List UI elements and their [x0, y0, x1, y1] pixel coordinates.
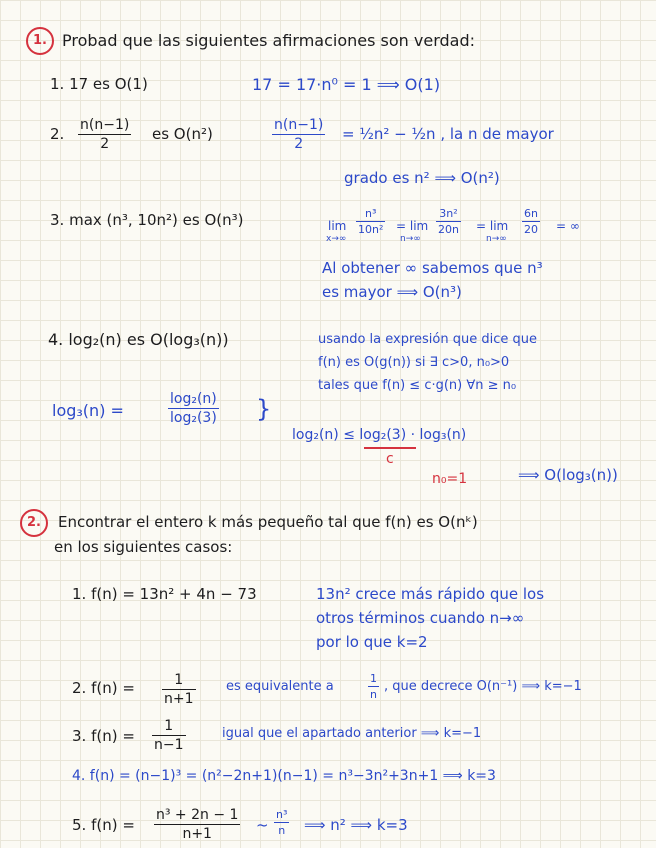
p1-item3-line1: Al obtener ∞ sabemos que n³: [322, 259, 543, 277]
fraction-numerator: n(n−1): [80, 117, 130, 133]
p1-item1-proof: 17 = 17·n⁰ = 1 ⟹ O(1): [252, 75, 441, 94]
p1-item3-line2: es mayor ⟹ O(n³): [322, 283, 462, 301]
p2-item2-fraction: [162, 673, 196, 706]
fraction-denominator: 2: [100, 136, 110, 152]
p1-item3-lim2: = lim: [396, 219, 429, 233]
fraction-numerator: n³ + 2n − 1: [156, 807, 239, 823]
p2-item2-text: es equivalente a: [226, 679, 334, 694]
p1-item4-fraction: [168, 392, 219, 425]
problem-2-title-line2: en los siguientes casos:: [54, 538, 233, 556]
p1-item2-fraction: [78, 118, 131, 151]
p2-item1-line2: otros términos cuando n→∞: [316, 609, 525, 627]
p2-item5-label: 5. f(n) =: [72, 816, 135, 834]
right-brace-icon: }: [256, 395, 272, 423]
p2-item1-label: 1. f(n) = 13n² + 4n − 73: [72, 585, 257, 603]
p2-item2-text-2: , que decrece O(n⁻¹) ⟹ k=−1: [384, 679, 582, 694]
problem-1-title: Probad que las siguientes afirmaciones son verdad:: [62, 31, 476, 50]
p1-item4-c-label: c: [386, 451, 394, 467]
p2-item1-line3: por lo que k=2: [316, 633, 428, 651]
fraction-denominator: 2: [294, 136, 304, 152]
p1-item3-fraction-3: [522, 208, 540, 235]
fraction-denominator: n: [370, 688, 377, 701]
fraction-numerator: 1: [152, 719, 186, 736]
p1-item4-explanation-1: usando la expresión que dice que: [318, 332, 538, 347]
fraction-denominator: 20n: [438, 223, 459, 236]
p2-item3-text: igual que el apartado anterior ⟹ k=−1: [222, 726, 482, 741]
p1-item3-result: = ∞: [556, 219, 580, 233]
fraction-numerator: log₂(n): [168, 392, 219, 409]
p1-item3-fraction-1: [356, 208, 385, 235]
p1-item4-n0-label: n₀=1: [432, 471, 468, 487]
p1-item4-label: 4. log₂(n) es O(log₃(n)): [48, 330, 229, 349]
p1-item2-proof-line2: grado es n² ⟹ O(n²): [344, 169, 500, 187]
p1-item3-lim2-sub: n→∞: [400, 234, 421, 244]
p2-item5-approx: ~: [256, 816, 269, 834]
fraction-numerator: n(n−1): [274, 117, 324, 133]
p2-item5-mini-fraction: [274, 809, 289, 836]
fraction-numerator: n³: [276, 808, 288, 821]
p2-item2-mini-fraction: [368, 673, 379, 700]
p2-item3-fraction: [152, 719, 186, 752]
fraction-denominator: n−1: [154, 737, 184, 753]
p1-item3-fraction-2: [436, 208, 461, 235]
p2-item2-label: 2. f(n) =: [72, 679, 135, 697]
p2-item3-label: 3. f(n) =: [72, 727, 135, 745]
fraction-numerator: 3n²: [436, 208, 461, 222]
p1-item3-lim1-sub: x→∞: [326, 234, 347, 244]
fraction-denominator: n+1: [164, 691, 194, 707]
p1-item4-lhs: log₃(n) =: [52, 401, 124, 420]
p1-item2-label: 2.: [50, 125, 65, 143]
p1-item3-lim3: = lim: [476, 219, 509, 233]
constant-underline: [364, 447, 416, 449]
fraction-denominator: log₂(3): [170, 410, 217, 426]
p1-item4-result: ⟹ O(log₃(n)): [518, 466, 618, 484]
p1-item2-proof-rest: = ½n² − ½n , la n de mayor: [342, 125, 554, 143]
fraction-numerator: 6n: [522, 208, 540, 222]
fraction-numerator: 1: [162, 673, 196, 690]
fraction-numerator: n³: [356, 208, 385, 222]
fraction-denominator: n: [278, 824, 286, 837]
p2-item5-text: ⟹ n² ⟹ k=3: [304, 816, 408, 834]
p2-item5-fraction: [154, 808, 240, 841]
problem-2-number: 2.: [20, 509, 48, 537]
p1-item1-label: 1. 17 es O(1): [50, 75, 148, 93]
p1-item3-label: 3. max (n³, 10n²) es O(n³): [50, 211, 244, 229]
fraction-numerator: 1: [370, 672, 377, 685]
p2-item4-label: 4. f(n) = (n−1)³ = (n²−2n+1)(n−1) = n³−3n²+3n+1 ⟹ k=3: [72, 768, 496, 784]
problem-2-title-line1: Encontrar el entero k más pequeño tal que f(n) es O(nᵏ): [58, 513, 478, 531]
problem-1-number: 1.: [26, 27, 54, 55]
fraction-denominator: 10n²: [358, 223, 384, 236]
p1-item2-proof-fraction: [272, 118, 325, 151]
fraction-denominator: 20: [524, 223, 538, 236]
p1-item2-claim: es O(n²): [152, 125, 213, 143]
p1-item3-lim1: lim: [328, 219, 347, 233]
p2-item1-line1: 13n² crece más rápido que los: [316, 585, 545, 603]
p1-item4-explanation-2: f(n) es O(g(n)) si ∃ c>0, n₀>0: [318, 355, 510, 370]
p1-item4-explanation-3: tales que f(n) ≤ c·g(n) ∀n ≥ n₀: [318, 378, 517, 393]
p1-item4-inequality: log₂(n) ≤ log₂(3) · log₃(n): [292, 427, 467, 443]
fraction-denominator: n+1: [182, 826, 212, 842]
p1-item3-lim3-sub: n→∞: [486, 234, 507, 244]
